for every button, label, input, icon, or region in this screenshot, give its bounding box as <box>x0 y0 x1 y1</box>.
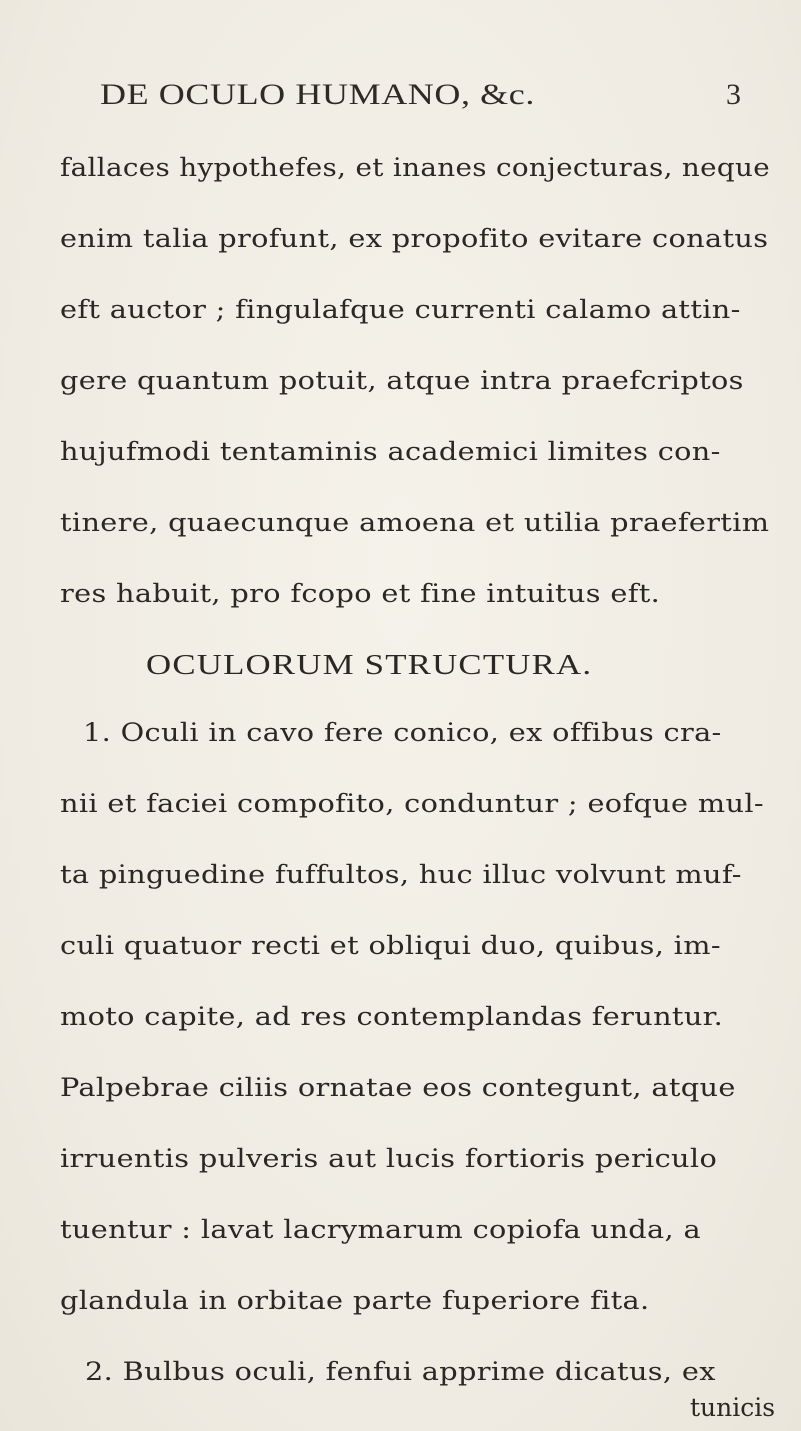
text-line: moto capite, ad res contemplandas feruntur. <box>60 1002 724 1031</box>
text-line: ta pinguedine fuffultos, huc illuc volvunt muf- <box>60 860 742 889</box>
text-line: 1. Oculi in cavo fere conico, ex offibus cra- <box>83 718 722 747</box>
text-line: Palpebrae ciliis ornatae eos contegunt, atque <box>60 1073 736 1102</box>
text-line: nii et faciei compofito, conduntur ; eofque mul- <box>60 789 764 818</box>
text-line: 2. Bulbus oculi, fenfui apprime dicatus, ex <box>85 1357 716 1386</box>
text-line: tuentur : lavat lacrymarum copiofa unda, a <box>60 1215 701 1244</box>
text-line: enim talia profunt, ex propofito evitare conatus <box>60 224 769 253</box>
text-line: irruentis pulveris aut lucis fortioris periculo <box>60 1144 718 1173</box>
section-heading: OCULORUM STRUCTURA. <box>146 649 593 681</box>
text-line: tinere, quaecunque amoena et utilia praefertim <box>60 508 770 537</box>
page-number: 3 <box>726 78 741 111</box>
text-line: glandula in orbitae parte fuperiore fita. <box>60 1286 650 1315</box>
catchword: tunicis <box>690 1393 776 1422</box>
text-line: res habuit, pro fcopo et fine intuitus eft. <box>60 579 661 608</box>
text-line: eft auctor ; fingulafque currenti calamo attin- <box>60 295 741 324</box>
text-line: culi quatuor recti et obliqui duo, quibus, im- <box>60 931 721 960</box>
running-head: DE OCULO HUMANO, &c. <box>100 78 535 111</box>
text-line: gere quantum potuit, atque intra praefcriptos <box>60 366 744 395</box>
text-line: hujufmodi tentaminis academici limites con- <box>60 437 721 466</box>
text-line: fallaces hypothefes, et inanes conjecturas, neque <box>60 153 771 182</box>
